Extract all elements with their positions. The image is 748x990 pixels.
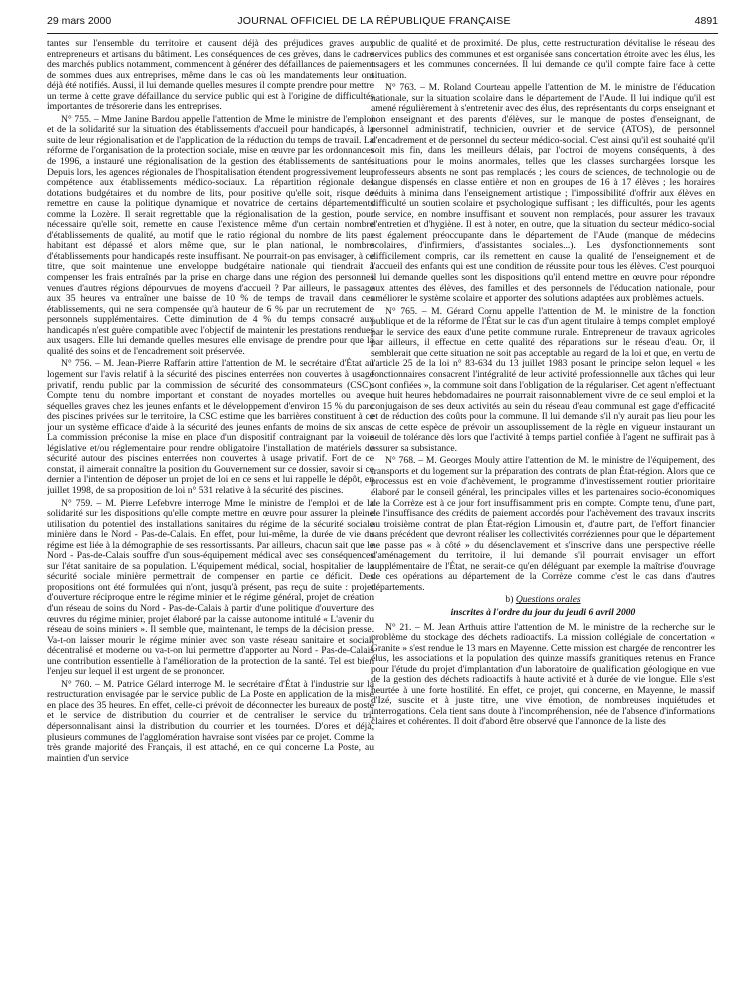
paragraph: tantes sur l'ensemble du territoire et causent déjà des préjudices graves aux entrepreneurs et artisans du bâtiment. Les conséquences de ces grèves, dans le cadre des marchés publics notamment, commencent à générer des défaillances de paiement de sommes dues aux entreprises, même dans le cas où les mandatements leur ont déjà été notifiés. Aussi, il lui demande quelles mesures il compte prendre pour mettre un terme à cette grave défaillance du service public qui est à l'origine de difficultés importantes de trésorerie dans les entreprises.	[47, 39, 374, 113]
section-subtitle: inscrites à l'ordre du jour du jeudi 6 avril 2000	[450, 606, 636, 618]
question-763: N° 763. – M. Roland Courteau appelle l'attention de M. le ministre de l'éducation nationale, sur la situation scolaire dans le département de l'Aude. Il lui indique qu'il est amené régulièrement à s'entretenir avec des élus, des représentants du corps enseignant et non enseignant et des parents d'élèves, sur le manque de postes d'enseignant, de personnel administratif, technicien, ouvrier et de service (ATOS), de personnel d'encadrement et de personnel du secteur médico-social. C'est ainsi qu'il est souhaité qu'il soit mis fin, dans les meilleurs délais, par l'octroi de moyens conséquents, à des situations pour le moins anormales, telles que les classes surchargées lorsque les professeurs absents ne sont pas remplacés ; les cours de sciences, de technologie ou de langue dispensés en classe entière et non en groupes de 16 à 17 élèves ; les horaires réduits à minima dans l'enseignement artistique ; l'impossibilité d'offrir aux élèves en difficulté un soutien scolaire et psychologique suffisant ; les difficultés, pour les agents de service, en nombre insuffisant et souvent non remplacés, pour assurer les travaux d'entretien et d'hygiène. Il est à noter, en outre, que la situation du secteur médico-social est également préoccupante dans le département de l'Aude (manque de médecins scolaires, d'infirmiers, d'assistantes sociales...). Les dysfonctionnements sont difficilement compris, car ils remettent en cause la qualité de l'enseignement et de l'accueil des enfants qui est une condition de réussite pour tous les élèves. C'est pourquoi il lui demande quelles sont les dispositions qu'il entend mettre en œuvre pour répondre aux attentes des élèves, des familles et des personnels de l'éducation nationale, pour améliorer le système scolaire et apporter des solutions adaptées aux problèmes actuels.	[371, 82, 715, 305]
question-759: N° 759. – M. Pierre Lefebvre interroge Mme le ministre de l'emploi et de la solidarité sur les dispositions qu'elle compte mettre en œuvre pour assurer la pleine utilisation du potentiel des installations sanitaires du régime de la sécurité sociale minière dans le Nord - Pas-de-Calais. En effet, pour lui-même, la durée de vie du régime est liée à la démographie de ses ressortissants. Par ailleurs, chacun sait que le Nord - Pas-de-Calais souffre d'un sous-équipement médical avec ses conséquences sur l'état sanitaire de sa population. L'équipement médical, social, hospitalier de la sécurité sociale minière permettrait de compenser en partie ce déficit. Des propositions ont été formulées qui n'ont, jusqu'à présent, pas reçu de suite : projet d'ouverture réciproque entre le régime minier et le régime général, projet de création d'un réseau de soins du Nord - Pas-de-Calais à partir d'une politique d'ouverture des œuvres du régime minier, projet élaboré par la caisse autonome intitulé « L'avenir du réseau de soins miniers ». Il semble que, maintenant, le temps de la décision presse. Va-t-on laisser mourir le régime minier avec son vaste réseau sanitaire et social, décentralisé et moderne ou va-t-on lui permettre d'apporter au Nord - Pas-de-Calais une contribution essentielle à l'amélioration de la protection de la santé. Tel est bien l'enjeu sur lequel il est urgent de se prononcer.	[47, 497, 374, 678]
question-760: N° 760. – M. Patrice Gélard interroge M. le secrétaire d'État à l'industrie sur la restructuration envisagée par le service public de La Poste en application de la mise en place des 35 heures. En effet, celle-ci prévoit de déconnecter les bureaux de poste et le service de distribution du courrier et de centraliser le service du tri, dépersonnalisant ainsi la distribution du courrier et les tournées. D'ores et déjà, plusieurs communes de l'agglomération havraise sont visées par ce projet. Comme la très grande majorité des Français, il est attaché, en ce qui concerne La Poste, au maintien d'un service	[47, 678, 374, 764]
right-column	[371, 39, 715, 954]
question-755: N° 755. – Mme Janine Bardou appelle l'attention de Mme le ministre de l'emploi et de la solidarité sur la situation des établissements d'accueil pour handicapés, à la suite de leur régionalisation et de l'application de la réduction du temps de travail. La réforme de l'organisation de la protection sociale, mise en œuvre par les ordonnances de 1996, a instauré une régionalisation de la gestion des établissements de santé. Depuis lors, les agences régionales de l'hospitalisation étendent progressivement leur compétence aux établissements médico-sociaux. La répartition régionale des dotations budgétaires et du nombre de lits, pour positive qu'elle soit, risque de remettre en cause la politique dynamique et novatrice de certains départements comme la Lozère. Il serait regrettable que la régionalisation de la gestion, pour nécessaire qu'elle soit, remette en cause l'existence même d'un certain nombre d'établissements de qualité, au motif que le ratio régional du nombre de lits par habitant est dépassé et alors même que, sur le plan national, le nombre d'établissements pour handicapés reste insuffisant. Ne pourrait-on pas envisager, à ce titre, que soit maintenue une enveloppe budgétaire nationale qui tiendrait à compenser les frais entraînés par la prise en charge dans une région des personnes venues d'autres régions dépourvues de moyens d'accueil ? Par ailleurs, le passage aux 35 heures va entraîner une baisse de 10 % de temps de travail dans ces établissements, qui ne sera compensée qu'à hauteur de 6 % par un recrutement de personnels supplémentaires. Cette diminution de 4 % du temps consacré aux handicapés n'est guère compatible avec l'objectif de maintenir les prestations rendues aux usagers. Elle lui demande quelles mesures elle envisage de prendre pour que la qualité des soins et de l'encadrement soit préservée.	[47, 113, 374, 357]
question-768: N° 768. – M. Georges Mouly attire l'attention de M. le ministre de l'équipement, des transports et du logement sur la préparation des contrats de plan État-région. Alors que ce processus est en voie d'achèvement, le programme d'investissement routier prioritaire élaboré par le conseil général, les principales villes et les partenaires socio-économiques de la Corrèze est à ce jour fort insuffisamment pris en compte. Compte tenu, d'une part, de l'insuffisance des crédits de paiement accordés pour l'achèvement des travaux inscrits au troisième contrat de plan État-région Limousin et, d'autre part, de l'effort financier sans précédent que devront réaliser les collectivités corréziennes pour que le département ne passe pas « à côté » du désenclavement et s'inscrive dans une perspective réelle d'aménagement du territoire, il lui demande s'il pourrait envisager un effort supplémentaire de l'État, ne serait-ce qu'en déléguant par exemple la maîtrise d'ouvrage de ces opérations au département de la Corrèze comme c'est le cas dans d'autres départements.	[371, 455, 715, 593]
section-title: Questions orales	[515, 594, 581, 606]
question-21: N° 21. – M. Jean Arthuis attire l'attention de M. le ministre de la recherche sur le problème du stockage des déchets radioactifs. La mission collégiale de concertation « Granite » s'est rendue le 13 mars en Mayenne. Cette mission est chargée de rencontrer les élus, les associations et la population des quinze massifs granitiques retenus en France pour l'étude du projet d'implantation d'un laboratoire de qualification géologique en vue de la gestion des déchets radioactifs à haute activité et à durée de vie longue. Elle s'est heurtée à une forte hostilité. En effet, ce projet, qui concerne, en Mayenne, le massif d'Izé, suscite et à juste titre, une vive émotion, de nombreuses inquiétudes et interrogations. Cela tient sans doute à l'incompréhension, née de l'absence d'informations claires et cohérentes. Il doit d'abord être observé que l'annonce de la liste des	[371, 621, 715, 728]
header-date: 29 mars 2000	[47, 15, 112, 27]
section-letter: b)	[505, 594, 516, 606]
section-heading	[371, 595, 715, 606]
header-rule	[47, 33, 718, 34]
left-column	[47, 39, 374, 949]
question-756: N° 756. – M. Jean-Pierre Raffarin attire l'attention de M. le secrétaire d'État au logement sur l'avis relatif à la sécurité des piscines enterrées non couvertes à usage privatif, rendu public par la commission de sécurité des consommateurs (CSC). Compte tenu du nombre important et constant de noyades mortelles ou avec séquelles graves chez les jeunes enfants et le développement d'environ 15 % du parc des piscines privées sur le territoire, la CSC estime que les barrières constituent à ce jour un système efficace d'aide à la sécurité des jeunes enfants de moins de six ans. La commission préconise la mise en place d'un dispositif contraignant par la voie législative et/ou réglementaire pour rendre obligatoire l'installation de matériels de sécurité autour des piscines enterrées non couvertes à usage privatif. Fort de ce constat, il aimerait connaître la position du Gouvernement sur ce dossier, savoir si ce dernier a l'intention de déposer un projet de loi en ce sens et lui rappelle le dépôt, en juillet 1998, de sa proposition de loi n° 531 relative à la sécurité des piscines.	[47, 358, 374, 496]
question-765: N° 765. – M. Gérard Cornu appelle l'attention de M. le ministre de la fonction publique et de la réforme de l'État sur le cas d'un agent titulaire à temps complet employé par le service des eaux d'une petite commune rurale. Entrepreneur de travaux agricoles par ailleurs, il effectue en cette qualité des réparations sur le réseau d'eau. Or, il semblerait que cette situation ne soit pas acceptable au regard de la loi et que, en vertu de l'article 25 de la loi n° 83-634 du 13 juillet 1983 posant le principe selon lequel « les fonctionnaires consacrent l'intégralité de leur activité professionnelle aux tâches qui leur sont confiées », la commune soit dans l'obligation de la régulariser. Cet agent n'effectuant que huit heures hebdomadaires ne pourrait raisonnablement vivre de ce seul emploi et la conjugaison de ses deux activités au sein du réseau d'eau communal est gage d'efficacité et de réduction des coûts pour la commune. Il lui demande s'il n'y aurait pas lieu pour les cas de cette espèce de prévoir un assouplissement de la règle en vigueur instaurant un seuil de tolérance dès lors que l'activité à temps partiel confiée à l'agent ne suffirait pas à assurer sa subsistance.	[371, 305, 715, 454]
header-journal-title: JOURNAL OFFICIEL DE LA RÉPUBLIQUE FRANÇAISE	[237, 15, 511, 27]
header-page-number: 4891	[694, 15, 718, 27]
paragraph: public de qualité et de proximité. De plus, cette restructuration dévitalise le réseau des services publics des communes et est organisée sans concertation étroite avec les élus, les usagers et les communes concernées. Il lui demande ce qu'il compte faire face à cette situation.	[371, 39, 715, 81]
page-header	[0, 13, 748, 27]
